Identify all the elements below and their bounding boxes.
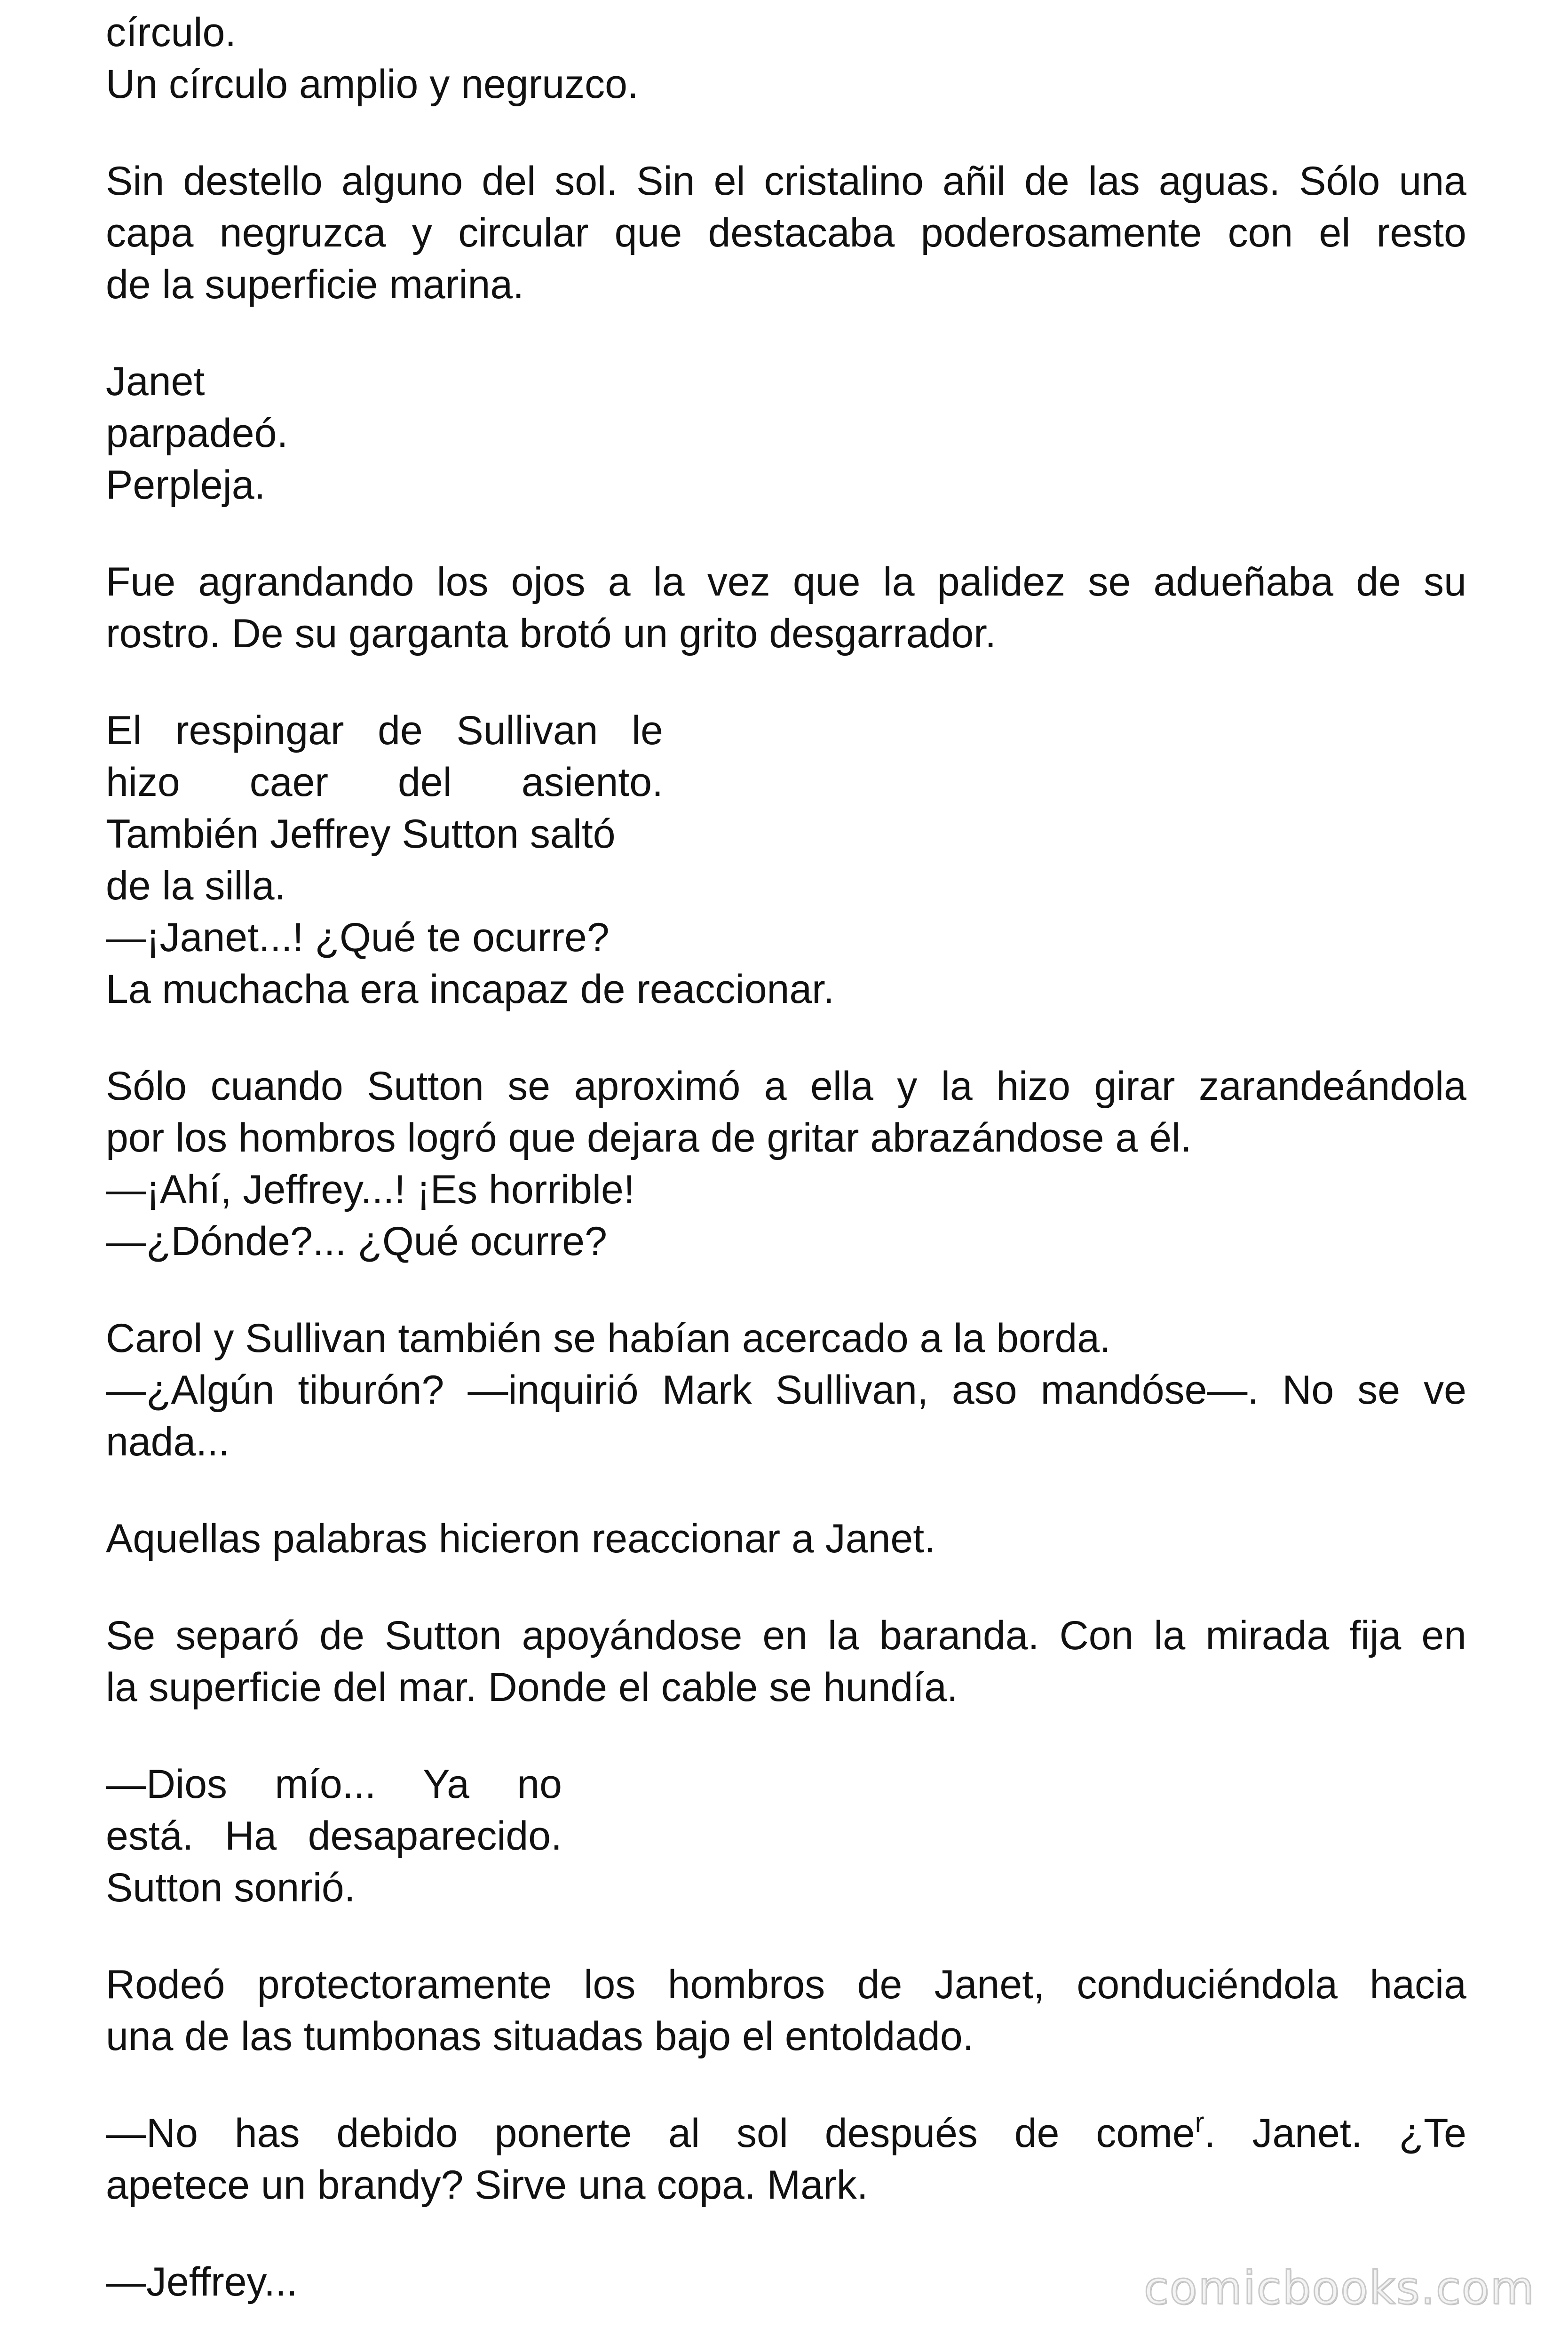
text-line: por los hombros logró que dejara de gritar abrazándose a él.	[106, 1115, 1192, 1160]
text-line: Sutton sonrió.	[106, 1865, 356, 1910]
text-line: capa negruzca y circular que destacaba poderosamente con el resto	[106, 210, 1466, 255]
text-line: Un círculo amplio y negruzco.	[106, 62, 639, 107]
paragraph	[106, 1959, 1466, 2062]
text-segment: . Janet. ¿Te	[1204, 2111, 1466, 2156]
text-segment: —No has debido ponerte al sol después de come	[106, 2111, 1195, 2156]
paragraph	[106, 2107, 1466, 2211]
paragraph	[106, 1312, 1466, 1468]
superscript-letter: r	[1195, 2106, 1204, 2138]
text-line: —¿Dónde?... ¿Qué ocurre?	[106, 1219, 607, 1264]
paragraph	[106, 1610, 1466, 1713]
text-line: Fue agrandando los ojos a la vez que la palidez se adueñaba de su	[106, 559, 1466, 604]
text-line: Carol y Sullivan también se habían acercado a la borda.	[106, 1316, 1111, 1361]
text-line: apetece un brandy? Sirve una copa. Mark.	[106, 2162, 868, 2208]
text-line: Janet	[106, 359, 205, 404]
text-line: —Dios mío... Ya no	[106, 1762, 562, 1807]
text-line: Aquellas palabras hicieron reaccionar a Janet.	[106, 1516, 936, 1561]
text-line: —Jeffrey...	[106, 2259, 298, 2304]
text-line: una de las tumbonas situadas bajo el entoldado.	[106, 2014, 974, 2059]
text-line: Se separó de Sutton apoyándose en la baranda. Con la mirada fija en	[106, 1613, 1466, 1658]
text-line	[106, 2107, 1466, 2159]
text-line: hizo caer del asiento.	[106, 760, 663, 805]
text-line: Rodeó protectoramente los hombros de Janet, conduciéndola hacia	[106, 1962, 1466, 2007]
text-line: —¡Janet...! ¿Qué te ocurre?	[106, 915, 610, 960]
watermark-logo: comicbooks.com	[1143, 2262, 1535, 2314]
paragraph	[106, 556, 1466, 660]
text-line: Perpleja.	[106, 462, 266, 508]
text-line: —¿Algún tiburón? —inquirió Mark Sullivan, aso mandóse—. No se ve	[106, 1367, 1466, 1413]
text-line: está. Ha desaparecido.	[106, 1813, 562, 1859]
text-line: de la superficie marina.	[106, 262, 524, 307]
paragraph	[106, 705, 1466, 1015]
text-line: También Jeffrey Sutton saltó	[106, 811, 616, 857]
text-line: la superficie del mar. Donde el cable se hundía.	[106, 1665, 958, 1710]
text-line: parpadeó.	[106, 411, 288, 456]
text-line: El respingar de Sullivan le	[106, 708, 663, 753]
text-line: rostro. De su garganta brotó un grito desgarrador.	[106, 611, 997, 656]
text-line: círculo.	[106, 10, 237, 55]
text-line: La muchacha era incapaz de reaccionar.	[106, 967, 834, 1012]
paragraph	[106, 1060, 1466, 1267]
paragraph	[106, 155, 1466, 310]
paragraph	[106, 7, 1466, 110]
text-line: nada...	[106, 1419, 230, 1464]
paragraph	[106, 1513, 1466, 1565]
text-line: —¡Ahí, Jeffrey...! ¡Es horrible!	[106, 1167, 635, 1212]
body-text	[106, 7, 1466, 2352]
paragraph	[106, 356, 1466, 511]
paragraph	[106, 1758, 1466, 1914]
text-line: de la silla.	[106, 863, 286, 908]
text-line: Sin destello alguno del sol. Sin el cristalino añil de las aguas. Sólo una	[106, 159, 1466, 204]
text-line: Sólo cuando Sutton se aproximó a ella y la hizo girar zarandeándola	[106, 1064, 1466, 1109]
